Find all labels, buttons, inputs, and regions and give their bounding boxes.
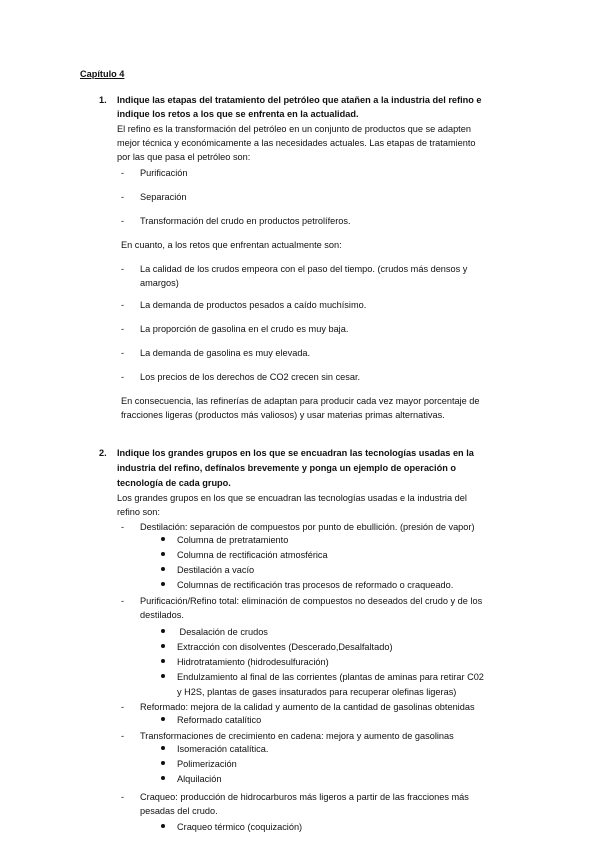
q1-question-line: Indique las etapas del tratamiento del petróleo que atañen a la industria del refino e	[117, 95, 482, 105]
bullet-dot	[161, 537, 165, 541]
q1-intro-line: por las que pasa el petróleo son:	[117, 152, 251, 162]
group-item: Destilación a vacío	[177, 565, 255, 575]
q1-conclusion-line: fracciones ligeras (productos más valiosos) y usar materias primas alternativas.	[121, 410, 445, 420]
challenge-item: Los precios de los derechos de CO2 crecen sin cesar.	[140, 372, 361, 382]
group-item: Columna de pretratamiento	[177, 535, 289, 545]
q1-conclusion-line: En consecuencia, las refinerías de adaptan para producir cada vez mayor porcentaje de	[121, 396, 480, 406]
dash-bullet: -	[121, 702, 125, 712]
dash-bullet: -	[121, 596, 125, 606]
group-title: Craqueo: producción de hidrocarburos más ligeros a partir de las fracciones más	[140, 792, 469, 802]
dash-bullet: -	[121, 264, 125, 274]
dash-bullet: -	[121, 300, 125, 310]
group-item: Columna de rectificación atmosférica	[177, 550, 328, 560]
bullet-dot	[161, 644, 165, 648]
group-title: Destilación: separación de compuestos por punto de ebullición. (presión de vapor)	[140, 522, 475, 532]
group-item: Isomeración catalítica.	[177, 744, 269, 754]
bullet-dot	[161, 717, 165, 721]
group-title: Transformaciones de crecimiento en cadena: mejora y aumento de gasolinas	[140, 731, 454, 741]
bullet-dot	[161, 674, 165, 678]
challenge-item: La demanda de gasolina es muy elevada.	[140, 348, 311, 358]
stage-item: Transformación del crudo en productos petrolíferos.	[140, 216, 351, 226]
group-item: Extracción con disolventes (Descerado,Desalfaltado)	[177, 642, 393, 652]
group-item: Polimerización	[177, 759, 237, 769]
bullet-dot	[161, 761, 165, 765]
bullet-dot	[161, 746, 165, 750]
challenge-item: La proporción de gasolina en el crudo es muy baja.	[140, 324, 349, 334]
stage-item: Separación	[140, 192, 187, 202]
dash-bullet: -	[121, 192, 125, 202]
q2-number: 2.	[99, 448, 107, 458]
group-item: Columnas de rectificación tras procesos de reformado o craqueado.	[177, 580, 454, 590]
group-item: Hidrotratamiento (hidrodesulfuración)	[177, 657, 329, 667]
q1-question-line: indique los retos a los que se enfrenta en la actualidad.	[117, 109, 359, 119]
group-title: destilados.	[140, 610, 184, 620]
dash-bullet: -	[121, 324, 125, 334]
dash-bullet: -	[121, 522, 125, 532]
bullet-dot	[161, 824, 165, 828]
group-title: pesadas del crudo.	[140, 806, 218, 816]
q2-intro-line: Los grandes grupos en los que se encuadran las tecnologías usadas e la industria del	[117, 493, 467, 503]
bullet-dot	[161, 567, 165, 571]
bullet-dot	[161, 552, 165, 556]
group-item: Alquilación	[177, 774, 222, 784]
dash-bullet: -	[121, 731, 125, 741]
group-item: Desalación de crudos	[177, 627, 268, 637]
dash-bullet: -	[121, 792, 125, 802]
q1-intro-line: El refino es la transformación del petróleo en un conjunto de productos que se adapten	[117, 124, 471, 134]
group-item: Reformado catalítico	[177, 715, 262, 725]
chapter-title: Capítulo 4	[80, 69, 125, 79]
bullet-dot	[161, 582, 165, 586]
dash-bullet: -	[121, 372, 125, 382]
q1-intro-line: mejor técnica y económicamente a las necesidades actuales. Las etapas de tratamiento	[117, 138, 476, 148]
challenge-item: La demanda de productos pesados a caído muchísimo.	[140, 300, 367, 310]
q1-number: 1.	[99, 95, 107, 105]
challenge-item: La calidad de los crudos empeora con el paso del tiempo. (crudos más densos y	[140, 264, 468, 274]
challenges-intro: En cuanto, a los retos que enfrentan actualmente son:	[121, 240, 342, 250]
dash-bullet: -	[121, 168, 125, 178]
group-title: Reformado: mejora de la calidad y aumento de la cantidad de gasolinas obtenidas	[140, 702, 475, 712]
group-title: Purificación/Refino total: eliminación de compuestos no deseados del crudo y de los	[140, 596, 483, 606]
bullet-dot	[161, 629, 165, 633]
group-item: Craqueo térmico (coquización)	[177, 822, 303, 832]
bullet-dot	[161, 776, 165, 780]
challenge-item: amargos)	[140, 278, 179, 288]
group-item: y H2S, plantas de gases insaturados para recuperar olefinas ligeras)	[177, 687, 457, 697]
q2-question-line: tecnología de cada grupo.	[117, 478, 231, 488]
dash-bullet: -	[121, 216, 125, 226]
q2-question-line: industria del refino, defínalos brevemente y ponga un ejemplo de operación o	[117, 463, 456, 473]
group-item: Endulzamiento al final de las corrientes (plantas de aminas para retirar C02	[177, 672, 484, 682]
bullet-dot	[161, 659, 165, 663]
dash-bullet: -	[121, 348, 125, 358]
q2-intro-line: refino son:	[117, 507, 160, 517]
q2-question-line: Indique los grandes grupos en los que se encuadran las tecnologías usadas en la	[117, 448, 474, 458]
stage-item: Purificación	[140, 168, 188, 178]
